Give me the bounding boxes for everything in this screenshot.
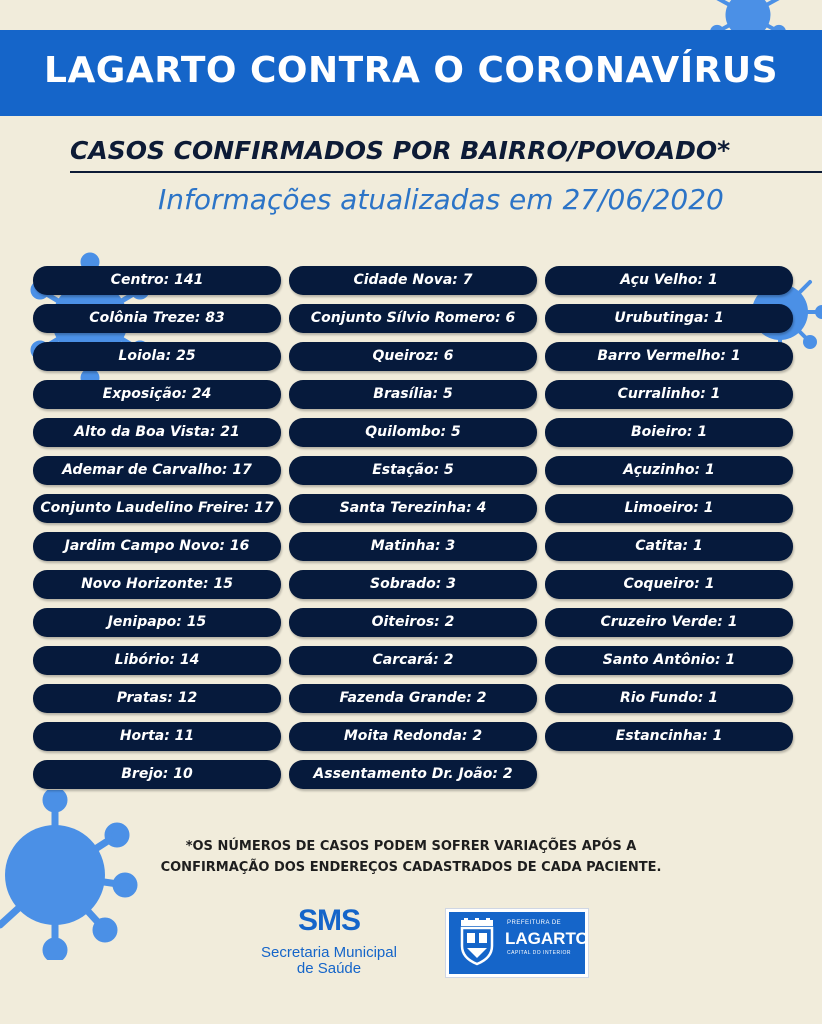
page-title: LAGARTO CONTRA O CORONAVÍRUS [44, 50, 778, 91]
case-pill: Açuzinho: 1 [545, 456, 793, 485]
cases-column-3 [545, 266, 793, 760]
case-pill: Santa Terezinha: 4 [289, 494, 537, 523]
divider [70, 171, 822, 173]
case-pill: Novo Horizonte: 15 [33, 570, 281, 599]
case-pill: Ademar de Carvalho: 17 [33, 456, 281, 485]
case-pill: Fazenda Grande: 2 [289, 684, 537, 713]
sms-logo-title: SMS [297, 904, 360, 937]
cases-column-2 [289, 266, 537, 798]
crest-icon [455, 918, 499, 966]
case-pill: Quilombo: 5 [289, 418, 537, 447]
header-banner [0, 30, 822, 116]
case-pill: Oiteiros: 2 [289, 608, 537, 637]
case-pill: Conjunto Laudelino Freire: 17 [33, 494, 281, 523]
case-pill: Curralinho: 1 [545, 380, 793, 409]
case-pill: Carcará: 2 [289, 646, 537, 675]
sms-logo-line-1: Secretaria Municipal [261, 944, 397, 961]
case-pill: Cruzeiro Verde: 1 [545, 608, 793, 637]
subtitle: CASOS CONFIRMADOS POR BAIRRO/POVOADO* [70, 136, 731, 165]
case-pill: Queiroz: 6 [289, 342, 537, 371]
case-pill: Pratas: 12 [33, 684, 281, 713]
case-pill: Alto da Boa Vista: 21 [33, 418, 281, 447]
case-pill: Assentamento Dr. João: 2 [289, 760, 537, 789]
cases-column-1 [33, 266, 281, 798]
case-pill: Libório: 14 [33, 646, 281, 675]
sms-logo-line-2: de Saúde [296, 960, 362, 977]
case-pill: Exposição: 24 [33, 380, 281, 409]
case-pill: Loiola: 25 [33, 342, 281, 371]
case-pill: Brasília: 5 [289, 380, 537, 409]
case-pill: Açu Velho: 1 [545, 266, 793, 295]
case-pill: Cidade Nova: 7 [289, 266, 537, 295]
footnote-line-1: *OS NÚMEROS DE CASOS PODEM SOFRER VARIAÇÕES APÓS A [185, 839, 637, 854]
case-pill: Centro: 141 [33, 266, 281, 295]
case-pill: Coqueiro: 1 [545, 570, 793, 599]
case-pill: Barro Vermelho: 1 [545, 342, 793, 371]
case-pill: Santo Antônio: 1 [545, 646, 793, 675]
sms-logo [247, 905, 411, 977]
case-pill: Colônia Treze: 83 [33, 304, 281, 333]
prefeitura-name: LAGARTO [505, 929, 589, 948]
case-pill: Urubutinga: 1 [545, 304, 793, 333]
case-pill: Jenipapo: 15 [33, 608, 281, 637]
prefeitura-logo [446, 909, 588, 977]
case-pill: Matinha: 3 [289, 532, 537, 561]
case-pill: Conjunto Sílvio Romero: 6 [289, 304, 537, 333]
prefeitura-tagline: CAPITAL DO INTERIOR [507, 950, 571, 956]
case-pill: Estação: 5 [289, 456, 537, 485]
case-pill: Boieiro: 1 [545, 418, 793, 447]
case-pill: Catita: 1 [545, 532, 793, 561]
update-date-text: Informações atualizadas em 27/06/2020 [158, 183, 724, 216]
case-pill: Jardim Campo Novo: 16 [33, 532, 281, 561]
case-pill: Brejo: 10 [33, 760, 281, 789]
case-pill: Sobrado: 3 [289, 570, 537, 599]
prefeitura-small-text: PREFEITURA DE [507, 920, 562, 926]
case-pill: Horta: 11 [33, 722, 281, 751]
case-pill: Limoeiro: 1 [545, 494, 793, 523]
footnote [0, 836, 822, 878]
case-pill: Moita Redonda: 2 [289, 722, 537, 751]
footnote-line-2: CONFIRMAÇÃO DOS ENDEREÇOS CADASTRADOS DE CADA PACIENTE. [160, 860, 662, 875]
case-pill: Rio Fundo: 1 [545, 684, 793, 713]
case-pill: Estancinha: 1 [545, 722, 793, 751]
